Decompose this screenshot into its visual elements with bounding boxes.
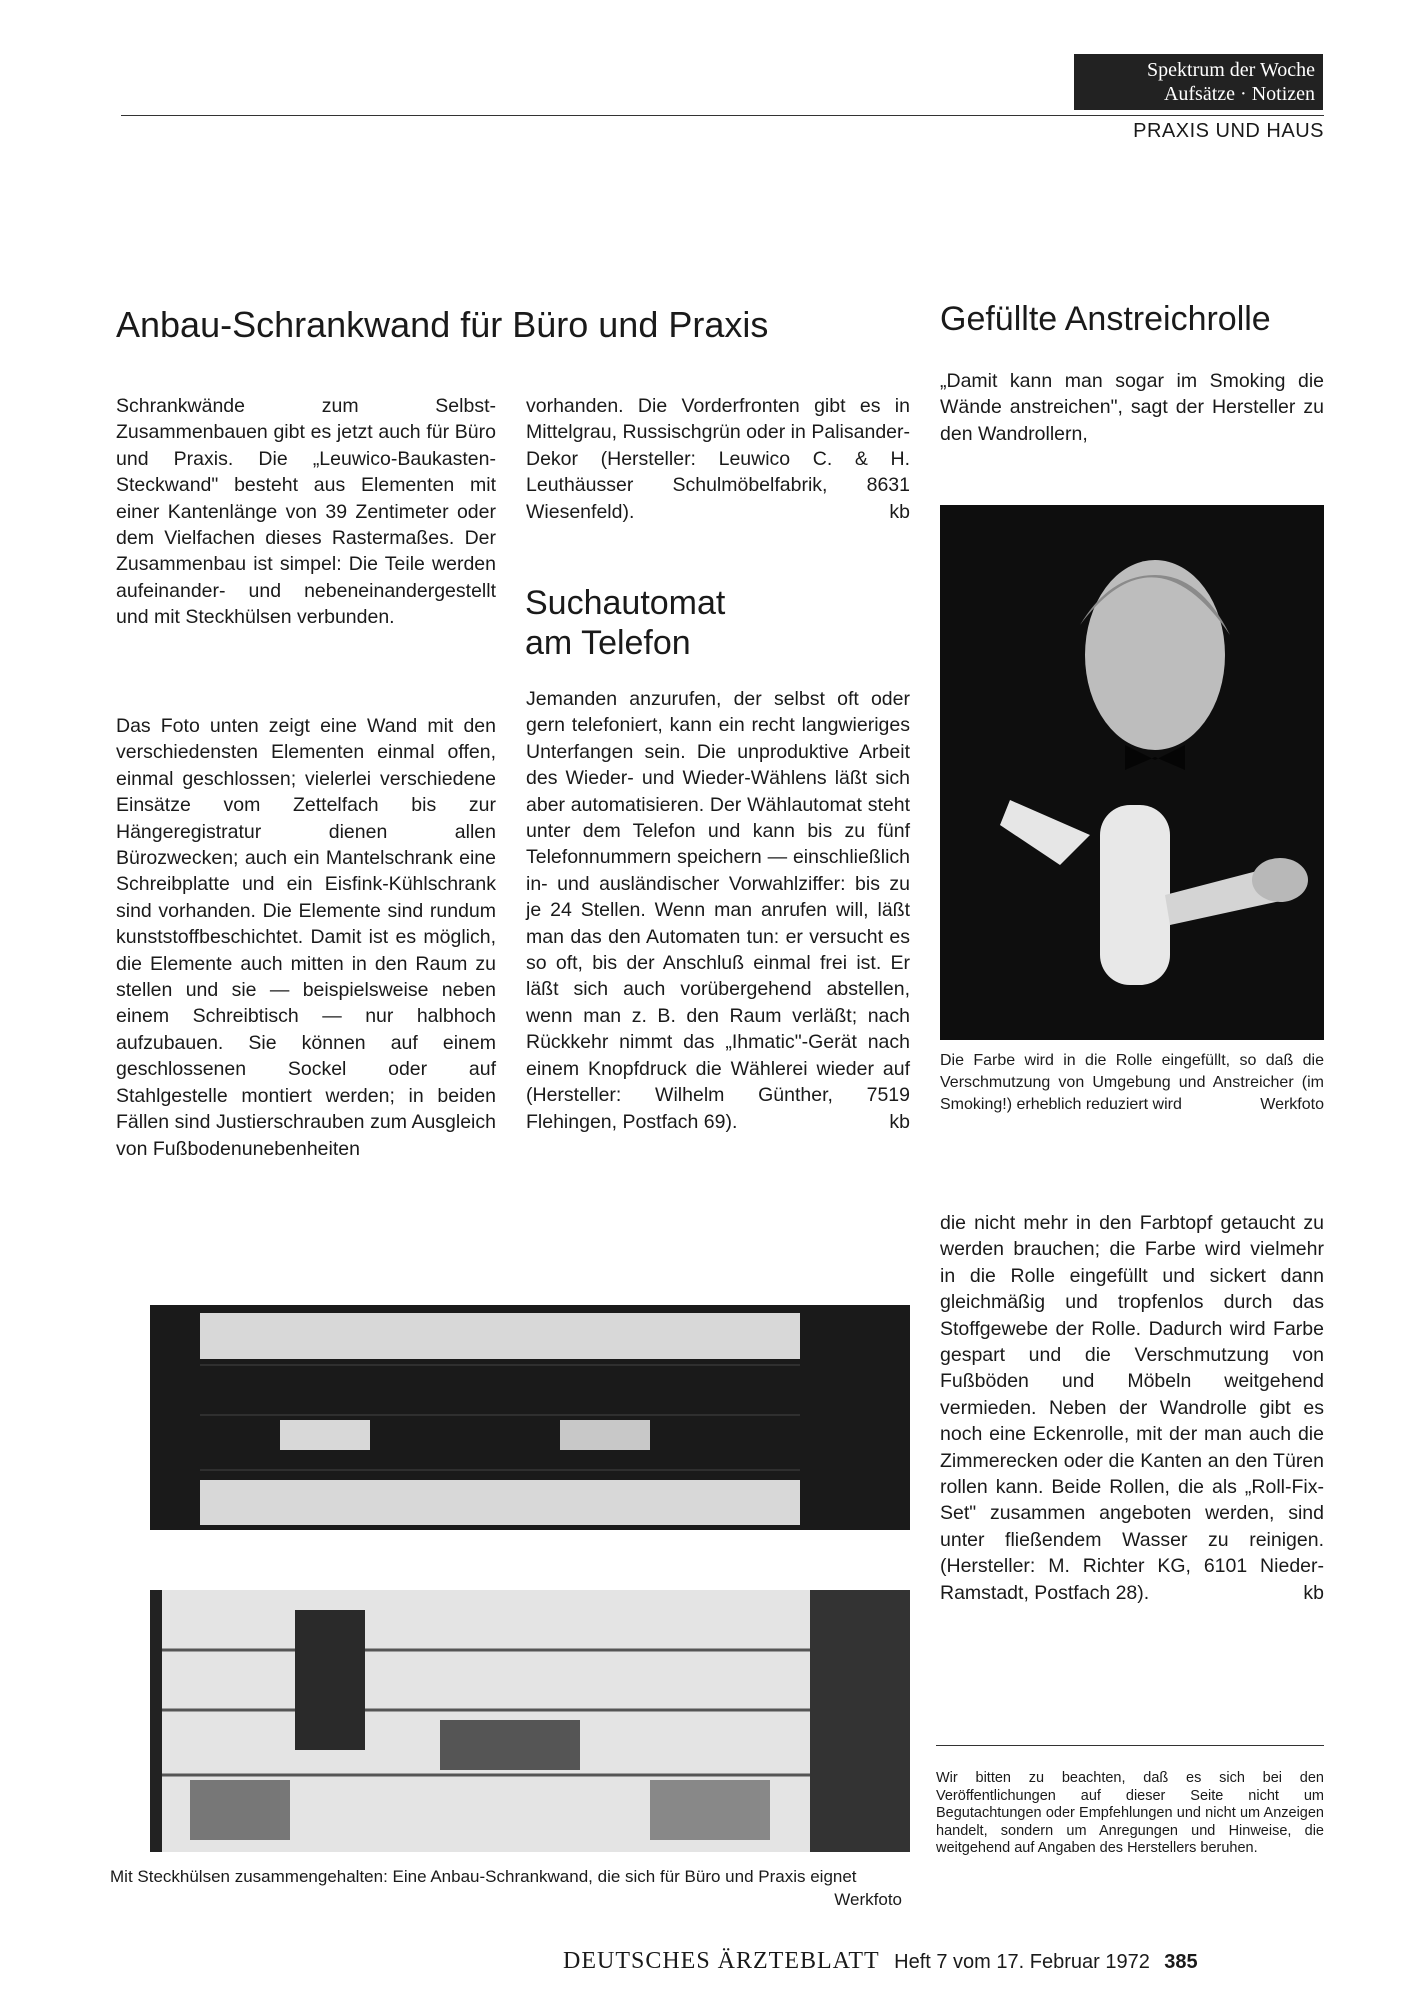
filing-insert (190, 1780, 290, 1840)
hand (1252, 858, 1308, 902)
caption-text: Die Farbe wird in die Rolle eingefüllt, so daß die Verschmutzung von Umgebung und Anstreicher (im Smoking!) erheblich reduziert wird (940, 1052, 1324, 1113)
article1-p3-wrapper (526, 393, 910, 525)
open-shelf-illustration (150, 1590, 910, 1852)
photo-credit: Werkfoto (1260, 1096, 1324, 1113)
open-compartment-right (560, 1420, 650, 1450)
right-closed-section (810, 1590, 910, 1852)
title-line-1: Suchautomat (525, 584, 726, 622)
editorial-notice: Wir bitten zu beachten, daß es sich bei den Veröffentlichungen auf dieser Seite nicht um Begutachtungen oder Empfehlungen und nicht um Anzeigen handelt, sondern um Anregungen und Hinweise, die weitgehend auf Angaben des Herstellers beruhen. (936, 1770, 1324, 1856)
open-door (295, 1610, 365, 1750)
open-wall-unit-photo (150, 1590, 910, 1852)
closed-wall-unit-photo (150, 1305, 910, 1530)
left-edge (150, 1590, 162, 1852)
article-title-anstreichrolle: Gefüllte Anstreichrolle (940, 300, 1271, 338)
article2-signature: kb (889, 1110, 910, 1133)
issue-info: Heft 7 vom 17. Februar 1972 (894, 1951, 1150, 1973)
notice-rule (936, 1745, 1324, 1746)
article3-signature: kb (1303, 1581, 1324, 1604)
photo-credit: Werkfoto (834, 1890, 902, 1909)
title-line-2: am Telefon (525, 624, 691, 662)
article2-body-text: Jemanden anzurufen, der selbst oft oder gern telefoniert, kann ein recht langwieriges Unterfangen sein. Die unproduktive Arbeit des Wieder- und Wieder-Wählens läßt sich aber automatisieren. Der Wählautomat steht unter dem Telefon und kann bis zu fünf Telefonnummern speichern — einschließlich in- und ausländischer Vorwahlziffer: bis zu je 24 Stellen. Wenn man anrufen will, läßt man das den Automaten tun: er versucht es so oft, bis der Anschluß einmal frei ist. Er läßt sich auch vorübergehend abstellen, wenn man z. B. den Raum verläßt; nach Rückkehr nimmt das „Ihmatic"-Gerät nach einem Knopfdruck die Wählerei wieder auf (Hersteller: Wilhelm Günther, 7519 Flehingen, Postfach 69). (526, 688, 910, 1133)
article-title-suchautomat (525, 583, 845, 663)
writing-desk-flap (440, 1720, 580, 1770)
article3-body-text: die nicht mehr in den Farbtopf getaucht zu werden brauchen; die Farbe wird vielmehr in die Rolle eingefüllt und sickert dann gleichmäßig und tropfenlos durch das Stoffgewebe der Rolle. Dadurch wird Farbe gespart und die Verschmutzung von Fußböden und Möbeln weitgehend vermieden. Neben der Wandrolle gibt es noch eine Eckenrolle, mit der man auch die Zimmerecken oder die Kanten an den Türen rollen kann. Beide Rollen, die als „Roll-Fix-Set" zusammen angeboten werden, sind unter fließendem Wasser zu reinigen. (Hersteller: M. Richter KG, 6101 Nieder-Ramstadt, Postfach 28). (940, 1212, 1324, 1604)
lower-open-shelf (200, 1480, 800, 1525)
header-rule (121, 115, 1324, 116)
anstreichrolle-photo (940, 505, 1324, 1040)
article3-body (940, 1210, 1324, 1606)
paint-roller (1100, 805, 1170, 985)
article-title-schrankwand: Anbau-Schrankwand für Büro und Praxis (116, 304, 769, 345)
section-badge (1074, 54, 1323, 110)
article1-p1-text: Schrankwände zum Selbst-Zusammenbauen gibt es jetzt auch für Büro und Praxis. Die „Leuwico-Baukasten-Steckwand" besteht aus Elementen mit einer Kantenlänge von 39 Zentimeter oder dem Vielfachen dieses Rastermaßes. Der Zusammenbau ist simpel: Die Teile werden aufeinander- und nebeneinandergestellt und mit Steckhülsen verbunden. (116, 395, 496, 629)
badge-line-1: Spektrum der Woche (1147, 59, 1315, 81)
section-label: PRAXIS UND HAUS (1133, 120, 1324, 142)
card-file-insert (650, 1780, 770, 1840)
face (1085, 560, 1225, 750)
article1-p2-text: Das Foto unten zeigt eine Wand mit den verschiedensten Elementen einmal offen, einmal geschlossen; vielerlei verschiedene Einsätze vom Zettelfach bis zur Hängeregistratur dienen allen Bürozwecken; auch ein Mantelschrank eine Schreibplatte und ein Eisfink-Kühlschrank sind vorhanden. Die Elemente sind rundum kunststoffbeschichtet. Damit ist es möglich, die Elemente auch mitten in den Raum zu stellen und sie — beispielsweise neben einem Schreibtisch — nur halbhoch aufzubauen. Sie können auf einem geschlossenen Sockel oder auf Stahlgestelle montiert werden; in beiden Fällen sind Justierschrauben zum Ausgleich von Fußbodenunebenheiten (116, 715, 496, 1160)
article1-paragraph-1 (116, 393, 496, 631)
upper-open-shelf (200, 1313, 800, 1359)
page-footer (563, 1948, 1198, 1975)
schrankwand-caption (110, 1865, 902, 1911)
anstreichrolle-caption (940, 1050, 1324, 1116)
closed-shelf-illustration (150, 1305, 910, 1530)
journal-name: DEUTSCHES ÄRZTEBLATT (563, 1948, 880, 1974)
open-compartment-left (280, 1420, 370, 1450)
caption-text: Mit Steckhülsen zusammengehalten: Eine Anbau-Schrankwand, die sich für Büro und Praxis eignet (110, 1867, 857, 1886)
article3-intro-text: „Damit kann man sogar im Smoking die Wände anstreichen", sagt der Hersteller zu den Wandrollern, (940, 370, 1324, 445)
article1-paragraph-2 (116, 713, 496, 1162)
article3-body-wrapper (940, 1210, 1324, 1606)
article2-body-wrapper (526, 686, 910, 1135)
article1-continuation (526, 393, 910, 525)
smoking-man-illustration (940, 505, 1324, 1040)
badge-line-2: Aufsätze · Notizen (1163, 83, 1315, 105)
article2-body (526, 686, 910, 1135)
article1-p3-text: vorhanden. Die Vorderfronten gibt es in Mittelgrau, Russischgrün oder in Palisander-Dekor (Hersteller: Leuwico C. & H. Leuthäusser Schulmöbelfabrik, 8631 Wiesenfeld). (526, 395, 910, 523)
article3-intro (940, 368, 1324, 447)
article1-signature: kb (889, 500, 910, 523)
page-number: 385 (1164, 1951, 1198, 1973)
